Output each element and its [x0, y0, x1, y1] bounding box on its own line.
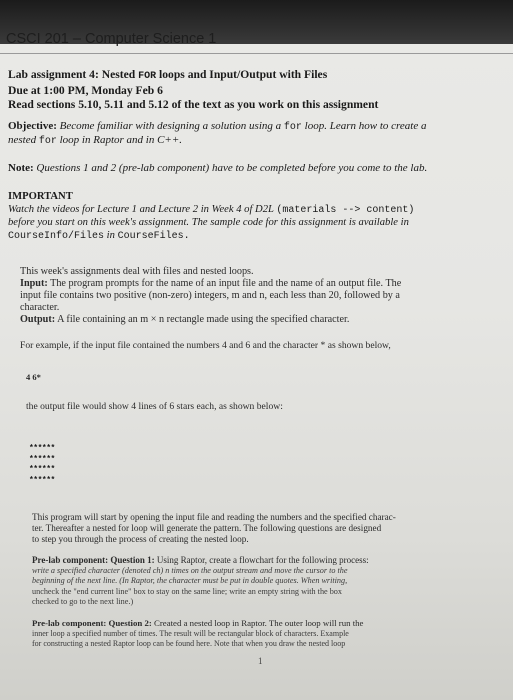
important-section: IMPORTANT Watch the videos for Lecture 1 and Lecture 2 in Week 4 of D2L (materials --> content) before you start on this week's assignment. The sample code for this assignment is available in CourseInfo/Files in CourseFiles. [8, 191, 503, 243]
question-1: Pre-lab component: Question 1: Using Raptor, create a flowchart for the following process: write a specified character (denoted ch) n times on the output stream and move the cursor to the beginning of the next line. (In Raptor, the character must be put in double quotes. When writing, uncheck the "end current line" box to stay on the same line; write an empty string with the box checked to go to the next line.) [32, 555, 369, 607]
reading-instructions: Read sections 5.10, 5.11 and 5.12 of the text as you work on this assignment [8, 98, 379, 111]
assignment-title: Lab assignment 4: Nested FOR loops and Input/Output with Files [8, 68, 328, 82]
note: Note: Questions 1 and 2 (pre-lab component) have to be completed before you come to the lab. [8, 162, 428, 174]
star-row: ****** [29, 444, 55, 453]
output-description: the output file would show 4 lines of 6 stars each, as shown below: [26, 401, 283, 412]
sample-output [29, 444, 513, 486]
star-row: ****** [29, 454, 55, 464]
star-row: ****** [29, 465, 55, 474]
due-date: Due at 1:00 PM, Monday Feb 6 [8, 84, 163, 97]
course-title: CSCI 201 – Computer Science 1 [6, 31, 217, 47]
important-heading: IMPORTANT [8, 191, 73, 202]
title-divider [0, 53, 513, 54]
star-row: ****** [29, 475, 55, 485]
objective: Objective: Become familiar with designing a solution using a for loop. Learn how to create a nested for loop in Raptor and in C++. [8, 120, 427, 147]
question-2: Pre-lab component: Question 2: Created a nested loop in Raptor. The outer loop will run the inner loop a specified number of times. The result will be rectangular block of characters. Example for constructing a nested Raptor loop can be found here. Note that when you draw the nested loop [32, 618, 364, 649]
sample-input: 4 6* [26, 372, 41, 382]
page-number: 1 [258, 656, 263, 666]
assignment-header [8, 68, 508, 112]
program-overview: This program will start by opening the input file and reading the numbers and the specified charac- ter. Thereafter a nested for loop will generate the pattern. The following questions are designed to step you through the process of creating the nested loop. [32, 512, 396, 544]
assignment-description: This week's assignments deal with files and nested loops. Input: The program prompts for the name of an input file and the name of an output file. The input file contains two positive (non-zero) integers, m and n, each less than 20, followed by a character. Output: A file containing an m × n rectangle made using the specified character. [20, 266, 402, 325]
example-text: For example, if the input file contained the numbers 4 and 6 and the character * as shown below, [20, 340, 391, 351]
